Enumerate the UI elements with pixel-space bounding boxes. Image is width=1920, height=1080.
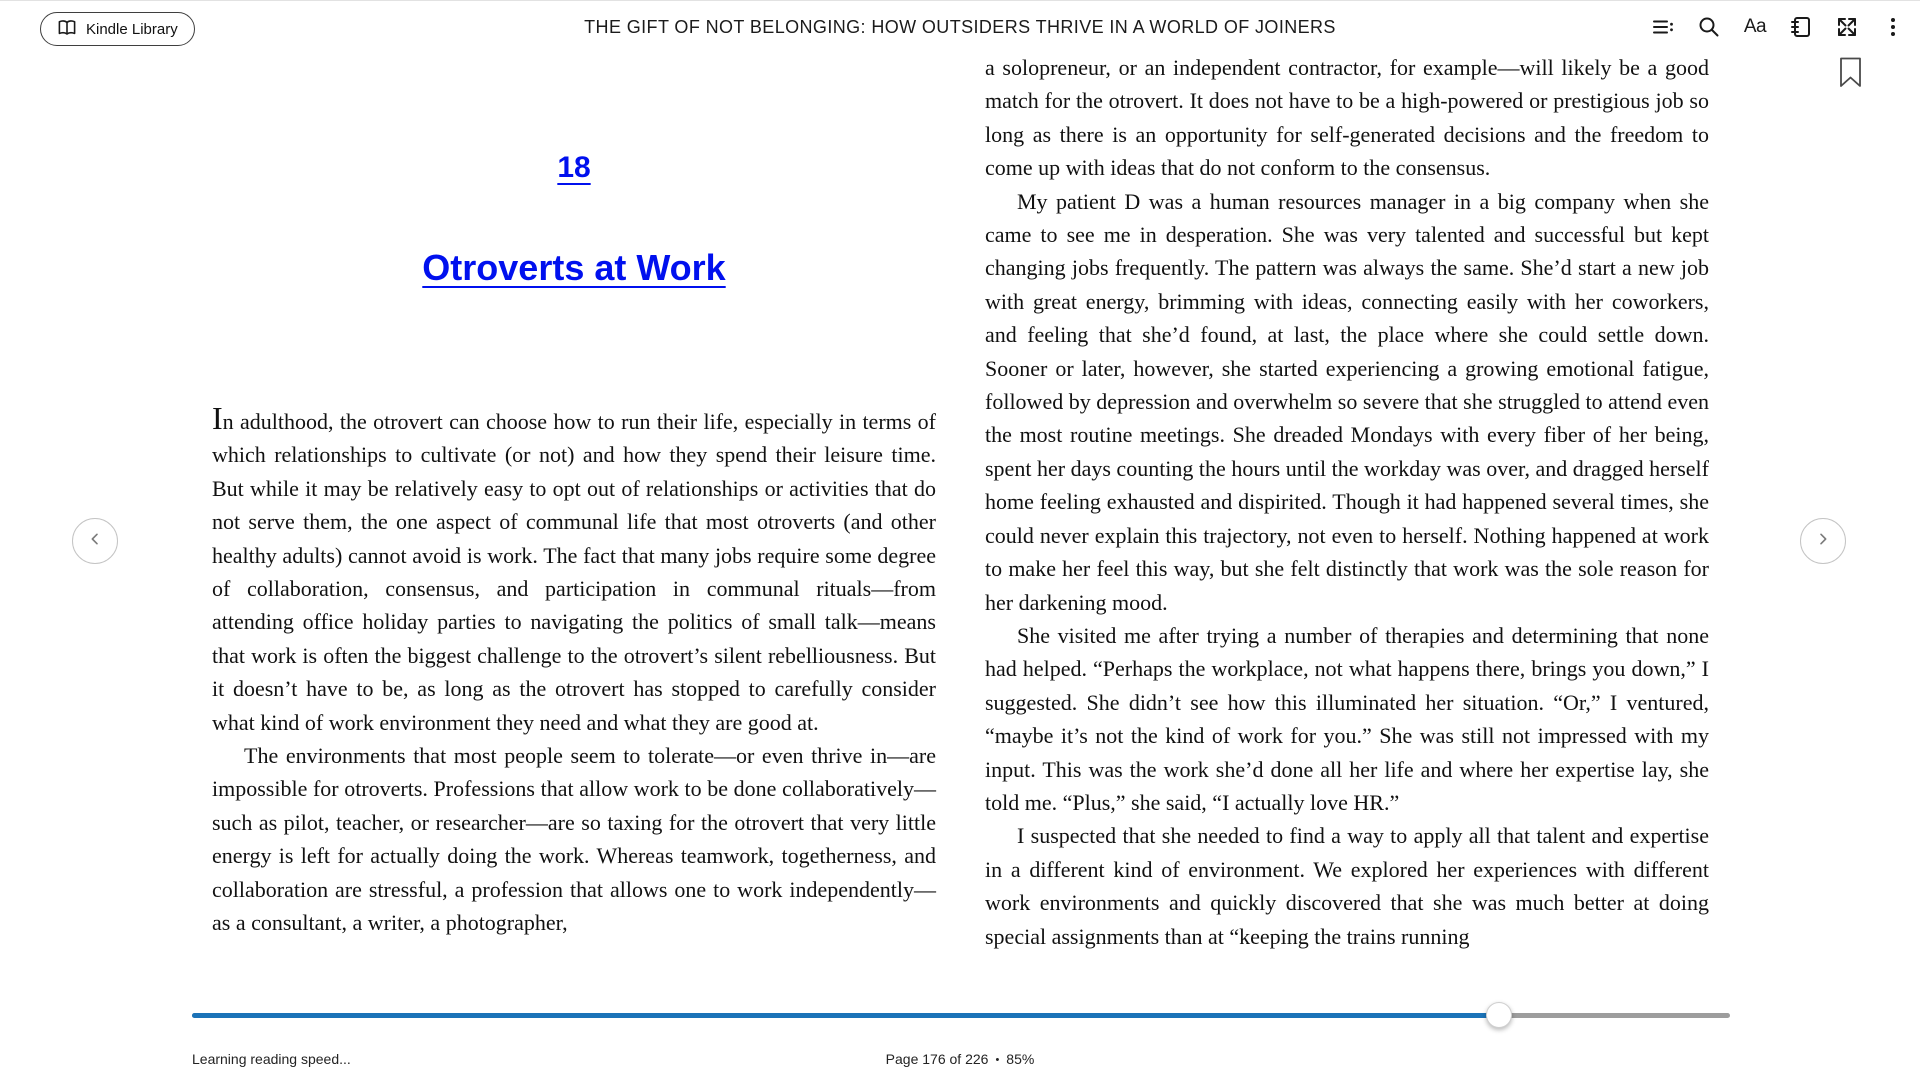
progress-fill — [192, 1013, 1499, 1018]
aa-glyph: Aa — [1743, 16, 1767, 37]
top-bar — [0, 1, 1920, 53]
book-title: THE GIFT OF NOT BELONGING: HOW OUTSIDERS THRIVE IN A WORLD OF JOINERS — [584, 16, 1336, 37]
page-number-label: Page 176 of 226 — [885, 1051, 989, 1067]
paragraph: a solopreneur, or an independent contractor, for example—will likely be a good match for the otrovert. It does not have to be a high-powered or prestigious job so long as there is an opportunity for self-generated decisions and the freedom to come up with ideas that do not conform to the consensus. — [985, 55, 1709, 181]
separator-dot: • — [995, 1054, 1000, 1066]
table-of-contents-icon[interactable] — [1650, 14, 1676, 40]
paragraph: My patient D was a human resources manager in a big company when she came to see me in desperation. She was very talented and successful but kept changing jobs frequently. The pattern was always the same. She’d start a new job with great energy, brimming with ideas, connecting easily with her coworkers, and feeling that she’d found, at last, the place where she could settle down. Sooner or later, however, she started experiencing a growing emotional fatigue, followed by depression and overwhelm so severe that she struggled to attend even the most routine meetings. She dreaded Mondays with every fiber of her being, spent her days counting the hours until the workday was over, and dragged herself home feeling exhausted and dispirited. Though it had happened several times, she could never explain this trajectory, not even to herself. Nothing happened at work to make her feel this way, but she felt distinctly that work was the sole reason for her darkening mood. — [985, 188, 1709, 615]
kindle-library-button[interactable] — [40, 12, 195, 46]
reading-progress-slider[interactable] — [192, 1013, 1730, 1018]
search-icon[interactable] — [1696, 14, 1722, 40]
chapter-title-link[interactable]: Otroverts at Work — [422, 247, 726, 288]
chapter-heading-block — [212, 151, 936, 185]
percent-read-label: 85% — [1006, 1051, 1035, 1067]
bookmark-icon[interactable] — [1839, 57, 1862, 93]
left-page-column — [212, 400, 936, 940]
reading-speed-status: Learning reading speed... — [192, 1051, 351, 1067]
chevron-right-icon — [1815, 531, 1831, 552]
chapter-number-link[interactable]: 18 — [557, 151, 591, 184]
header-icon-group — [1650, 1, 1906, 53]
text-settings-icon[interactable] — [1742, 14, 1768, 40]
right-page-column — [985, 51, 1709, 953]
fullscreen-icon[interactable] — [1834, 14, 1860, 40]
paragraph: In adulthood, the otrovert can choose how to run their life, especially in terms of which relationships to cultivate (or not) and how they spend their leisure time. But while it may be relatively easy to opt out of relationships or activities that do not serve them, the one aspect of communal life that most otroverts (and other healthy adults) cannot avoid is work. The fact that many jobs require some degree of collaboration, consensus, and participation in communal rituals—from attending office holiday parties to navigating the politics of small talk—means that work is often the biggest challenge to the otrovert’s silent rebelliousness. But it doesn’t have to be, as long as the otrovert has stopped to carefully consider what kind of work environment they need and what they are good at. — [212, 400, 936, 735]
chevron-left-icon — [87, 531, 103, 552]
paragraph: She visited me after trying a number of therapies and determining that none had helped. “Perhaps the workplace, not what happens there, brings you down,” I suggested. She didn’t see how this illuminated her situation. “Or,” I ventured, “maybe it’s not the kind of work for you.” She was still not impressed with my input. This was the work she’d done all her life and where her expertise lay, she told me. “Plus,” she said, “I actually love HR.” — [985, 622, 1709, 815]
chapter-title-block — [212, 247, 936, 289]
page-position-info — [0, 1051, 1920, 1067]
open-book-icon — [57, 18, 77, 41]
paragraph: The environments that most people seem to tolerate—or even thrive in—are impossible for otroverts. Professions that allow work to be done collaboratively—such as pilot, teacher, or researcher—are so taxing for the otrovert that very little energy is left for actually doing the work. Whereas teamwork, togetherness, and collaboration are stressful, a profession that allows one to work independently—as a consultant, a writer, a photographer, — [212, 743, 936, 936]
previous-page-button[interactable] — [72, 518, 118, 564]
kindle-library-label: Kindle Library — [86, 20, 178, 38]
progress-handle[interactable] — [1486, 1002, 1512, 1028]
initial-capital: I — [212, 400, 223, 436]
next-page-button[interactable] — [1800, 518, 1846, 564]
more-menu-icon[interactable] — [1880, 14, 1906, 40]
notebook-icon[interactable] — [1788, 14, 1814, 40]
paragraph: I suspected that she needed to find a way to apply all that talent and expertise in a different kind of environment. We explored her experiences with different work environments and quickly discovered that she was much better at doing special assignments than at “keeping the trains running — [985, 823, 1709, 949]
